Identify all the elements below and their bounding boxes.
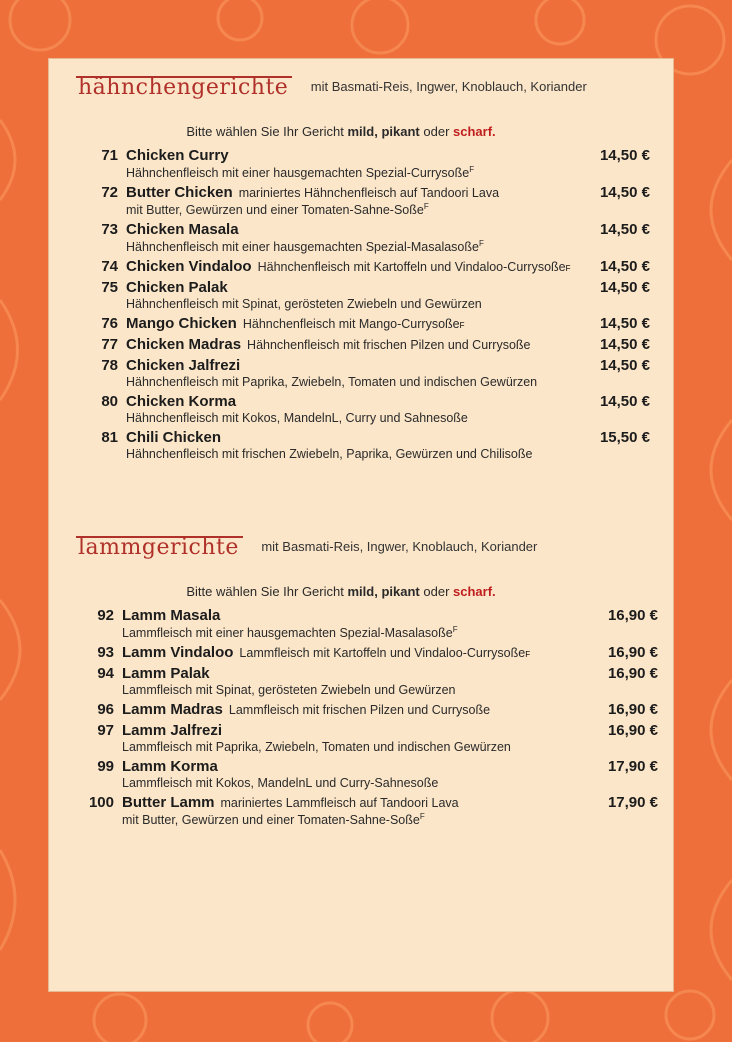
- note-mild: mild,: [347, 124, 378, 139]
- item-name: Lamm Palak: [122, 665, 210, 682]
- item-description-text: Hähnchenfleisch mit Spinat, gerösteten Zwiebeln und Gewürzen: [126, 297, 482, 311]
- note-oder: oder: [423, 124, 450, 139]
- menu-item: [48, 393, 674, 425]
- item-price: 16,90 €: [607, 701, 658, 718]
- item-name: Chicken Vindaloo: [126, 258, 252, 275]
- menu-item: [48, 701, 674, 718]
- menu-item-row: [84, 644, 658, 661]
- item-name: Lamm Masala: [122, 607, 221, 624]
- item-description: [126, 202, 650, 217]
- note-pikant: pikant: [381, 584, 420, 599]
- menu-item: [48, 644, 674, 661]
- item-name: Lamm Madras: [122, 701, 223, 718]
- item-inline-description: Hähnchenfleisch mit Kartoffeln und Vindaloo-Currysoße: [257, 260, 566, 274]
- item-inline-description: mariniertes Lammfleisch auf Tandoori Lava: [220, 796, 459, 810]
- note-scharf: scharf.: [453, 584, 496, 599]
- item-price: 14,50 €: [599, 184, 650, 201]
- item-description-text: mit Butter, Gewürzen und einer Tomaten-Sahne-Soße: [126, 203, 424, 217]
- menu-item-row: [84, 607, 658, 624]
- item-description: [126, 411, 650, 425]
- menu-item-row: [84, 758, 658, 775]
- section-header: [48, 536, 674, 566]
- item-description-text: Hähnchenfleisch mit frischen Zwiebeln, Paprika, Gewürzen und Chilisoße: [126, 447, 533, 461]
- item-number: 94: [97, 665, 114, 682]
- item-description-text: Hähnchenfleisch mit Kokos, MandelnL, Curry und Sahnesoße: [126, 411, 468, 425]
- menu-item: [48, 758, 674, 790]
- menu-item: [48, 147, 674, 180]
- allergen-marker: F: [469, 165, 475, 174]
- section-title: lammgerichte: [76, 536, 243, 558]
- item-description: [122, 812, 658, 827]
- item-price: 14,50 €: [599, 279, 650, 296]
- allergen-marker: F: [478, 239, 484, 248]
- menu-item-row: [88, 393, 650, 410]
- item-number: 80: [101, 393, 118, 410]
- item-name: Butter Chicken: [126, 184, 233, 201]
- item-description: [126, 165, 650, 180]
- item-price: 16,90 €: [607, 665, 658, 682]
- item-number: 81: [101, 429, 118, 446]
- item-price: 16,90 €: [607, 722, 658, 739]
- item-name: Chicken Madras: [126, 336, 242, 353]
- menu-panel: [48, 58, 674, 992]
- item-price: 17,90 €: [607, 758, 658, 775]
- item-description: [126, 375, 650, 389]
- item-name: Chicken Korma: [126, 393, 237, 410]
- menu-item: [48, 607, 674, 640]
- item-name: Chili Chicken: [126, 429, 222, 446]
- item-number: 92: [97, 607, 114, 624]
- item-description: [126, 297, 650, 311]
- item-name: Lamm Jalfrezi: [122, 722, 223, 739]
- allergen-marker: F: [525, 650, 531, 659]
- menu-item-row: [84, 701, 658, 718]
- menu-item-row: [88, 357, 650, 374]
- item-number: 100: [88, 794, 114, 811]
- item-description-text: Lammfleisch mit einer hausgemachten Spezial-Masalasoße: [122, 626, 453, 640]
- item-price: 15,50 €: [599, 429, 650, 446]
- item-price: 14,50 €: [599, 315, 650, 332]
- section-header: [48, 76, 674, 106]
- menu-item-row: [88, 336, 650, 353]
- menu-item: [48, 665, 674, 697]
- item-list: [48, 147, 674, 461]
- item-price: 14,50 €: [599, 336, 650, 353]
- section-chicken: [48, 76, 674, 465]
- item-number: 97: [97, 722, 114, 739]
- item-name: Chicken Jalfrezi: [126, 357, 241, 374]
- note-oder: oder: [423, 584, 450, 599]
- item-number: 78: [101, 357, 118, 374]
- menu-item: [48, 722, 674, 754]
- note-pikant: pikant: [381, 124, 420, 139]
- item-price: 14,50 €: [599, 258, 650, 275]
- item-description-text: Hähnchenfleisch mit einer hausgemachten Spezial-Masalasoße: [126, 240, 479, 254]
- item-price: 14,50 €: [599, 393, 650, 410]
- item-description: [122, 776, 658, 790]
- item-number: 72: [101, 184, 118, 201]
- note-text: Bitte wählen Sie Ihr Gericht: [186, 124, 344, 139]
- item-number: 73: [101, 221, 118, 238]
- menu-item-row: [88, 429, 650, 446]
- menu-item: [48, 258, 674, 275]
- item-description-text: Hähnchenfleisch mit Paprika, Zwiebeln, Tomaten und indischen Gewürzen: [126, 375, 538, 389]
- menu-item-row: [88, 221, 650, 238]
- item-price: 16,90 €: [607, 607, 658, 624]
- item-number: 71: [101, 147, 118, 164]
- item-price: 14,50 €: [599, 147, 650, 164]
- menu-item: [48, 315, 674, 332]
- item-inline-description: Lammfleisch mit Kartoffeln und Vindaloo-Currysoße: [239, 646, 526, 660]
- item-name: Lamm Vindaloo: [122, 644, 234, 661]
- item-number: 75: [101, 279, 118, 296]
- allergen-marker: F: [565, 264, 571, 273]
- item-description-text: Lammfleisch mit Kokos, MandelnL und Curry-Sahnesoße: [122, 776, 439, 790]
- item-number: 99: [97, 758, 114, 775]
- item-description: [122, 625, 658, 640]
- item-description: [122, 740, 658, 754]
- spice-note: [48, 584, 674, 599]
- item-name: Chicken Masala: [126, 221, 239, 238]
- item-inline-description: Lammfleisch mit frischen Pilzen und Currysoße: [228, 703, 491, 717]
- menu-item: [48, 336, 674, 353]
- item-description: [122, 683, 658, 697]
- item-inline-description: Hähnchenfleisch mit frischen Pilzen und Currysoße: [247, 338, 531, 352]
- allergen-marker: F: [423, 202, 429, 211]
- note-mild: mild,: [347, 584, 378, 599]
- allergen-marker: F: [459, 321, 465, 330]
- menu-item: [48, 184, 674, 217]
- menu-item: [48, 221, 674, 254]
- item-description-text: Lammfleisch mit Spinat, gerösteten Zwiebeln und Gewürzen: [122, 683, 456, 697]
- section-lamb: [48, 536, 674, 831]
- menu-item: [48, 429, 674, 461]
- menu-item-row: [88, 184, 650, 201]
- section-subtitle: mit Basmati-Reis, Ingwer, Knoblauch, Koriander: [261, 539, 538, 554]
- menu-item-row: [88, 258, 650, 275]
- item-number: 93: [97, 644, 114, 661]
- allergen-marker: F: [419, 812, 425, 821]
- item-name: Butter Lamm: [122, 794, 215, 811]
- item-price: 14,50 €: [599, 221, 650, 238]
- menu-item-row: [88, 147, 650, 164]
- item-number: 96: [97, 701, 114, 718]
- allergen-marker: F: [452, 625, 458, 634]
- section-title: hähnchengerichte: [76, 76, 292, 98]
- item-description-text: mit Butter, Gewürzen und einer Tomaten-Sahne-Soße: [122, 813, 420, 827]
- item-price: 17,90 €: [607, 794, 658, 811]
- note-scharf: scharf.: [453, 124, 496, 139]
- menu-item-row: [84, 794, 658, 811]
- item-description: [126, 447, 650, 461]
- item-number: 74: [101, 258, 118, 275]
- menu-item-row: [84, 665, 658, 682]
- menu-item-row: [88, 315, 650, 332]
- item-description: [126, 239, 650, 254]
- item-inline-description: Hähnchenfleisch mit Mango-Currysoße: [242, 317, 460, 331]
- item-name: Lamm Korma: [122, 758, 218, 775]
- note-text: Bitte wählen Sie Ihr Gericht: [186, 584, 344, 599]
- menu-item: [48, 279, 674, 311]
- menu-item: [48, 794, 674, 827]
- item-inline-description: mariniertes Hähnchenfleisch auf Tandoori Lava: [238, 186, 500, 200]
- menu-item-row: [88, 279, 650, 296]
- item-price: 16,90 €: [607, 644, 658, 661]
- menu-item: [48, 357, 674, 389]
- item-name: Chicken Palak: [126, 279, 228, 296]
- spice-note: [48, 124, 674, 139]
- item-number: 76: [101, 315, 118, 332]
- item-list: [48, 607, 674, 827]
- item-price: 14,50 €: [599, 357, 650, 374]
- item-description-text: Lammfleisch mit Paprika, Zwiebeln, Tomaten und indischen Gewürzen: [122, 740, 511, 754]
- section-subtitle: mit Basmati-Reis, Ingwer, Knoblauch, Koriander: [310, 79, 587, 94]
- menu-item-row: [84, 722, 658, 739]
- item-name: Chicken Curry: [126, 147, 229, 164]
- item-name: Mango Chicken: [126, 315, 237, 332]
- item-description-text: Hähnchenfleisch mit einer hausgemachten Spezial-Currysoße: [126, 166, 470, 180]
- item-number: 77: [101, 336, 118, 353]
